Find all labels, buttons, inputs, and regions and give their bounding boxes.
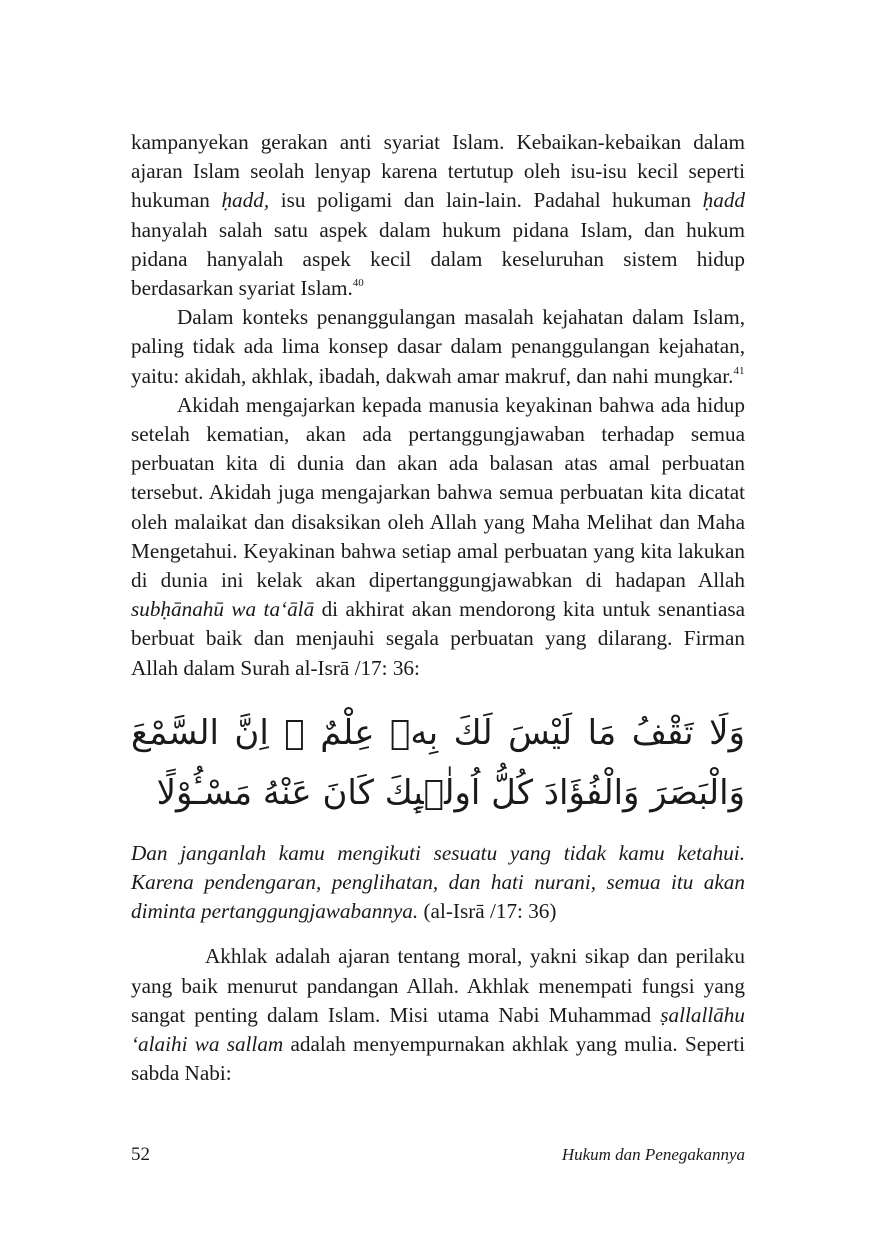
text-run: adalah menyempurnakan akhlak yang mulia. Seperti sabda Nabi: [131,1032,745,1086]
verse-translation [131,839,745,927]
text-run: di akhirat akan mendorong kita untuk senantiasa berbuat baik dan menjauhi segala perbuatan yang dilarang. Firman Allah dalam Surah al-Isrā /17: 36: [131,597,745,680]
italic-term: ḥadd [702,188,745,213]
text-run: Akhlak adalah ajaran tentang moral, yakni sikap dan perilaku yang baik menurut pandangan Allah. Akhlak menempati fungsi yang sangat penting dalam Islam. Misi utama Nabi Muhammad [131,944,745,1027]
arabic-verse: وَلَا تَقْفُ مَا لَيْسَ لَكَ بِهٖ عِلْمٌ ۗ اِنَّ السَّمْعَ وَالْبَصَرَ وَالْفُؤَادَ كُلُّ اُولٰۤىِٕكَ كَانَ عَنْهُ مَسْـُٔوْلًا [131,712,745,813]
page-body [131,128,745,1088]
footnote-ref[interactable]: 40 [352,277,364,290]
paragraph-1 [131,128,745,303]
text-run: Dalam konteks penanggulangan masalah kejahatan dalam Islam, paling tidak ada lima konsep dasar dalam penanggulangan kejahatan, yaitu: akidah, akhlak, ibadah, dakwah amar makruf, dan nahi mungkar. [131,305,745,388]
footnote-ref[interactable]: 41 [733,364,745,377]
paragraph-3 [131,391,745,683]
text-run: kampanyekan gerakan anti syariat Islam. Kebaikan-kebaikan dalam ajaran Islam seolah lenyap karena tertutup oleh isu-isu kecil seperti hukuman [131,130,745,213]
italic-term: ḥadd, [221,188,270,213]
italic-term: subḥānahū wa ta‘ālā [131,597,315,622]
page-number: 52 [131,1144,150,1165]
text-run: Akidah mengajarkan kepada manusia keyakinan bahwa ada hidup setelah kematian, akan ada pertanggungjawaban terhadap semua perbuatan kita di dunia dan akan ada balasan atas amal perbuatan tersebut. Akidah juga mengajarkan bahwa semua perbuatan kita dicatat oleh malaikat dan disaksikan oleh Allah yang Maha Melihat dan Maha Mengetahui. Keyakinan bahwa setiap amal perbuatan yang kita lakukan di dunia ini kelak akan dipertanggungjawabkan di hadapan Allah [131,392,745,593]
page-footer [131,1144,745,1166]
text-run: hanyalah salah satu aspek dalam hukum pidana Islam, dan hukum pidana hanyalah aspek kecil dalam keseluruhan sistem hidup berdasarkan syariat Islam. [131,217,745,301]
paragraph-2 [131,303,745,391]
verse-reference: (al-Isrā /17: 36) [418,899,557,924]
text-run: isu poligami dan lain-lain. Padahal hukuman [269,188,703,213]
translation-text: Dan janganlah kamu mengikuti sesuatu yang tidak kamu ketahui. Karena pendengaran, penglihatan, dan hati nurani, semua itu akan diminta pertanggungjawabannya. [131,840,745,924]
paragraph-4 [131,942,745,1088]
running-title: Hukum dan Penegakannya [561,1145,745,1164]
italic-term: ṣallallāhu ‘alaihi wa sallam [131,1002,745,1057]
